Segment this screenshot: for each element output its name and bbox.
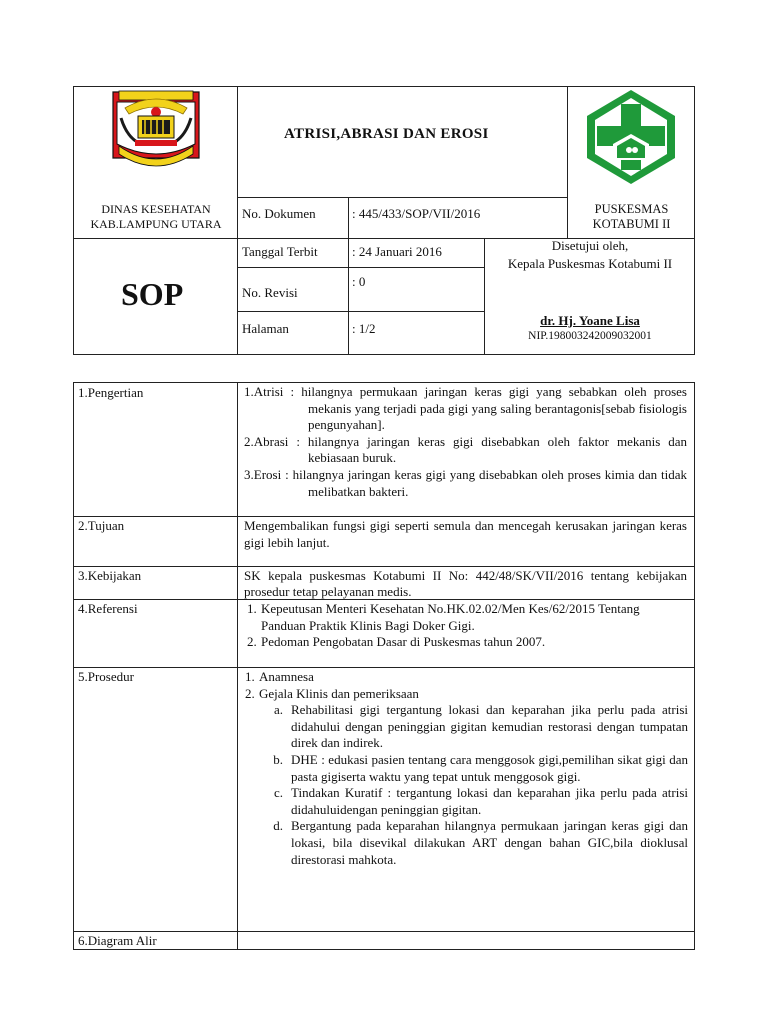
- prosedur-item: 2. Gejala Klinis dan pemeriksaan: [245, 685, 419, 701]
- left-org-name: DINAS KESEHATAN KAB.LAMPUNG UTARA: [90, 202, 222, 231]
- prosedur-subitem: c. Tindakan Kuratif : tergantung lokasi dan keparahan jika perlu pada atrisi didahuluidengan peninggian gigitan.: [273, 785, 688, 817]
- approver-name: dr. Hj. Yoane Lisa: [540, 313, 640, 328]
- row-label-prosedur: 5.Prosedur: [78, 669, 134, 684]
- sop-label: SOP: [121, 276, 184, 312]
- prosedur-subitem: b. DHE : edukasi pasien tentang cara menggosok gigi,pemilihan sikat gigi dan pasta gigiserta waktu yang tepat untuk menggosok gigi.: [273, 751, 688, 784]
- puskesmas-logo: [583, 88, 679, 188]
- approval-line2: Kepala Puskesmas Kotabumi II: [507, 256, 673, 271]
- kebijakan-text: SK kepala puskesmas Kotabumi II No: 442/48/SK/VII/2016 tentang kebijakan prosedur tetap pelayanan medis.: [244, 568, 687, 599]
- field-value-tanggal-terbit: : 24 Januari 2016: [352, 244, 442, 259]
- prosedur-subitem: a. Rehabilitasi gigi tergantung lokasi dan keparahan jika perlu pada atrisi didahului dengan peninggian gigitan kemudian restorasi dengan tumpatan direk dan indirek.: [273, 702, 688, 751]
- prosedur-content: [245, 669, 688, 868]
- field-value-halaman: : 1/2: [352, 321, 376, 336]
- lampung-utara-logo: [105, 88, 207, 176]
- pengertian-item-abrasi: 2.Abrasi : hilangnya jaringan keras gigi disebabkan oleh faktor mekanis dan kebiasaan buruk.: [244, 433, 687, 466]
- referensi-content: [247, 601, 667, 651]
- row-label-tujuan: 2.Tujuan: [78, 518, 125, 533]
- pengertian-content: [244, 384, 687, 500]
- prosedur-subitem: d. Bergantung pada keparahan hilangnya permukaan jaringan keras gigi dan lokasi, bila disevikal dilakukan ART dengan bahan GIC,bila dioklusal direstorasi mahkota.: [273, 818, 688, 867]
- field-label-halaman: Halaman: [242, 321, 289, 336]
- prosedur-item: 1. Anamnesa: [245, 669, 314, 684]
- tujuan-text: Mengembalikan fungsi gigi seperti semula dan mencegah kerusakan jaringan keras gigi lebih lanjut.: [244, 518, 687, 550]
- pengertian-item-atrisi: 1.Atrisi : hilangnya permukaan jaringan keras gigi yang sebabkan oleh proses mekanis yang terjadi pada gigi yang saling berantagonis[sebab fisiologis pengunyahan].: [244, 384, 687, 433]
- field-label-no-revisi: No. Revisi: [242, 285, 298, 300]
- row-label-diagram-alir: 6.Diagram Alir: [78, 933, 157, 948]
- prosedur-subitems: [245, 702, 688, 868]
- referensi-item: 1. Kepeutusan Menteri Kesehatan No.HK.02.02/Men Kes/62/2015 Tentang Panduan Praktik Klinis Bagi Doker Gigi.: [247, 601, 640, 633]
- document-title: ATRISI,ABRASI DAN EROSI: [284, 126, 489, 142]
- field-label-tanggal-terbit: Tanggal Terbit: [242, 244, 318, 259]
- right-org-name: PUSKESMAS KOTABUMI II: [592, 202, 671, 231]
- referensi-item: 2. Pedoman Pengobatan Dasar di Puskesmas tahun 2007.: [247, 634, 546, 650]
- approval-line1: Disetujui oleh,: [551, 238, 629, 253]
- pengertian-item-erosi: 3.Erosi : hilangnya jaringan keras gigi yang disebabkan oleh proses kimia dan tidak melibatkan bakteri.: [244, 466, 687, 499]
- row-label-pengertian: 1.Pengertian: [78, 385, 144, 400]
- field-value-no-revisi: : 0: [352, 274, 366, 289]
- field-value-no-dokumen: : 445/433/SOP/VII/2016: [352, 206, 481, 221]
- approver-nip: NIP.198003242009032001: [528, 330, 652, 342]
- row-label-referensi: 4.Referensi: [78, 601, 138, 616]
- field-label-no-dokumen: No. Dokumen: [242, 206, 316, 221]
- row-label-kebijakan: 3.Kebijakan: [78, 568, 142, 583]
